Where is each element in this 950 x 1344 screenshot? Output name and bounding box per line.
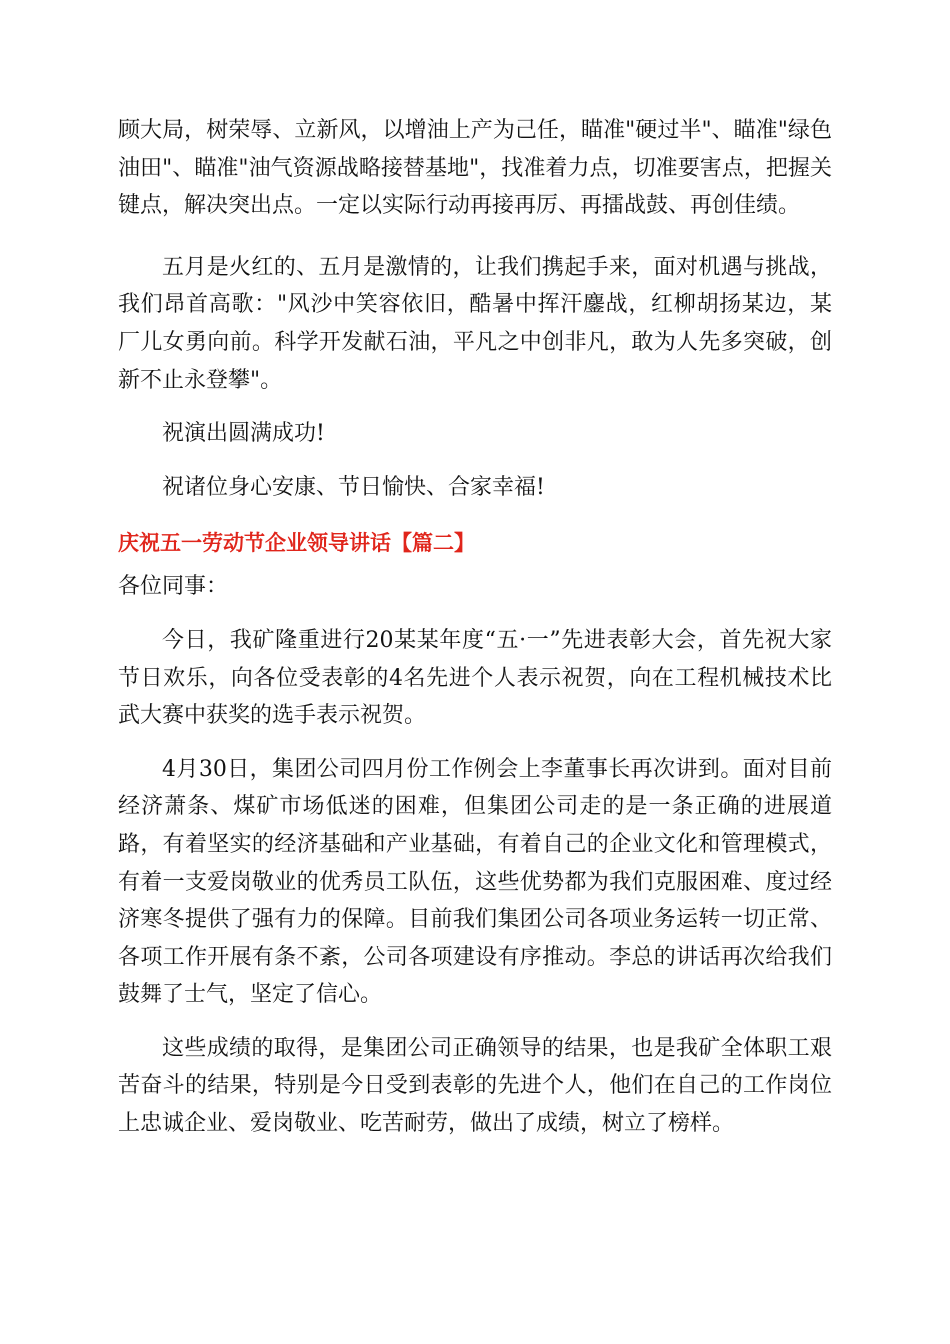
paragraph-april-meeting: 4月30日，集团公司四月份工作例会上李董事长再次讲到。面对目前经济萧条、煤矿市场低迷的困难，但集团公司走的是一条正确的进展道路，有着坚实的经济基础和产业基础，有着自己的企业文化和管理模式，有着一支爱岗敬业的优秀员工队伍，这些优势都为我们克服困难、度过经济寒冬提供了强有力的保障。目前我们集团公司各项业务运转一切正常、各项工作开展有条不紊，公司各项建设有序推动。李总的讲话再次给我们鼓舞了士气，坚定了信心。 [118,756,832,1008]
salutation: 各位同事： [118,574,229,600]
paragraph-continuation: 顾大局，树荣辱、立新风，以增油上产为己任，瞄准"硬过半"、瞄准"绿色油田"、瞄准"油气资源战略接替基地"，找准着力点，切准要害点，把握关键点，解决突出点。一定以实际行动再接再厉、再擂战鼓、再创佳绩。 [118,118,832,219]
section-heading: 庆祝五一劳动节企业领导讲话【篇二】 [118,531,475,556]
paragraph-may-song: 五月是火红的、五月是激情的，让我们携起手来，面对机遇与挑战，我们昂首高歌："风沙中笑容依旧，酷暑中挥汗鏖战，红柳胡扬某边，某厂儿女勇向前。科学开发献石油，平凡之中创非凡，敢为人先多突破，创新不止永登攀"。 [118,254,832,393]
paragraph-wish-health: 祝诸位身心安康、节日愉快、合家幸福! [162,474,545,500]
paragraph-wish-performance: 祝演出圆满成功! [162,421,325,447]
paragraph-achievements: 这些成绩的取得，是集团公司正确领导的结果，也是我矿全体职工艰苦奋斗的结果，特别是今日受到表彰的先进个人，他们在自己的工作岗位上忠诚企业、爱岗敬业、吃苦耐劳，做出了成绩，树立了榜样。 [118,1035,832,1137]
paragraph-opening: 今日，我矿隆重进行20某某年度“五·一”先进表彰大会，首先祝大家节日欢乐，向各位受表彰的4名先进个人表示祝贺，向在工程机械技术比武大赛中获奖的选手表示祝贺。 [118,627,832,729]
